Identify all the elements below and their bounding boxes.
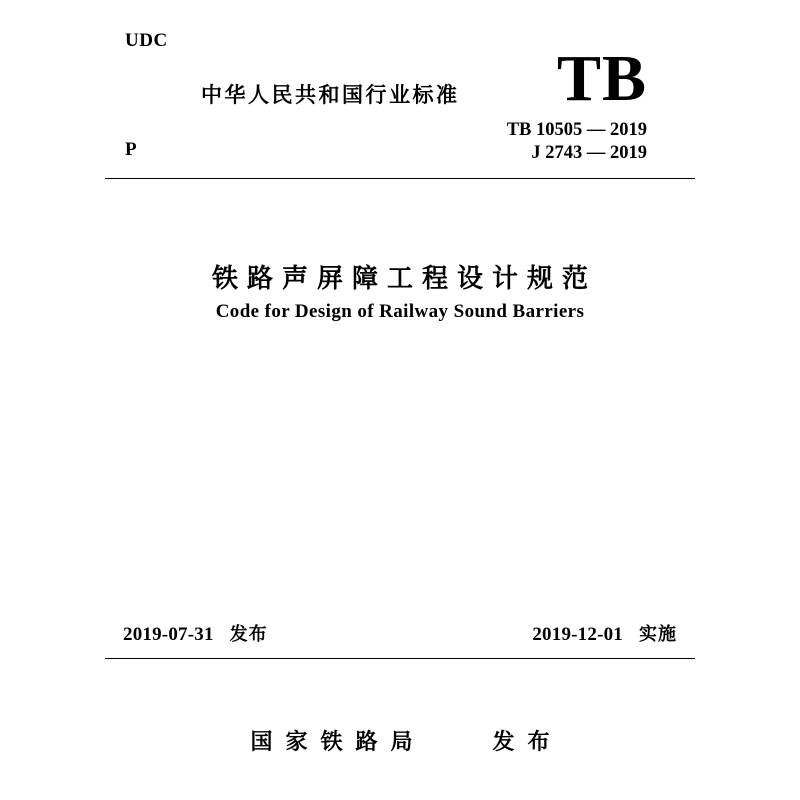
effective-date-value: 2019-12-01 [532, 624, 623, 645]
dates-row [105, 620, 695, 646]
footer-divider-rule [105, 658, 695, 659]
page-title-english: Code for Design of Railway Sound Barriers [215, 301, 585, 322]
page-title-chinese: 铁路声屏障工程设计规范 [211, 264, 597, 294]
cover-header [105, 22, 695, 170]
issue-date-label: 发布 [229, 624, 268, 645]
issuer-row [0, 725, 800, 756]
udc-label: UDC [125, 30, 168, 51]
tb-logo: TB [556, 42, 647, 115]
issuer-name: 国家铁路局 [250, 730, 426, 755]
issuer-verb: 发布 [492, 730, 563, 755]
standard-number-line-2: J 2743 — 2019 [531, 143, 647, 163]
issue-date-group [123, 620, 268, 646]
issuing-authority-line: 中华人民共和国行业标准 [201, 83, 460, 107]
issue-date-value: 2019-07-31 [123, 624, 214, 645]
header-divider-rule [105, 178, 695, 179]
standard-number-line-1: TB 10505 — 2019 [506, 120, 647, 140]
effective-date-group [532, 620, 677, 646]
classification-p-label: P [125, 139, 137, 160]
effective-date-label: 实施 [639, 624, 677, 645]
standard-number [507, 119, 647, 165]
